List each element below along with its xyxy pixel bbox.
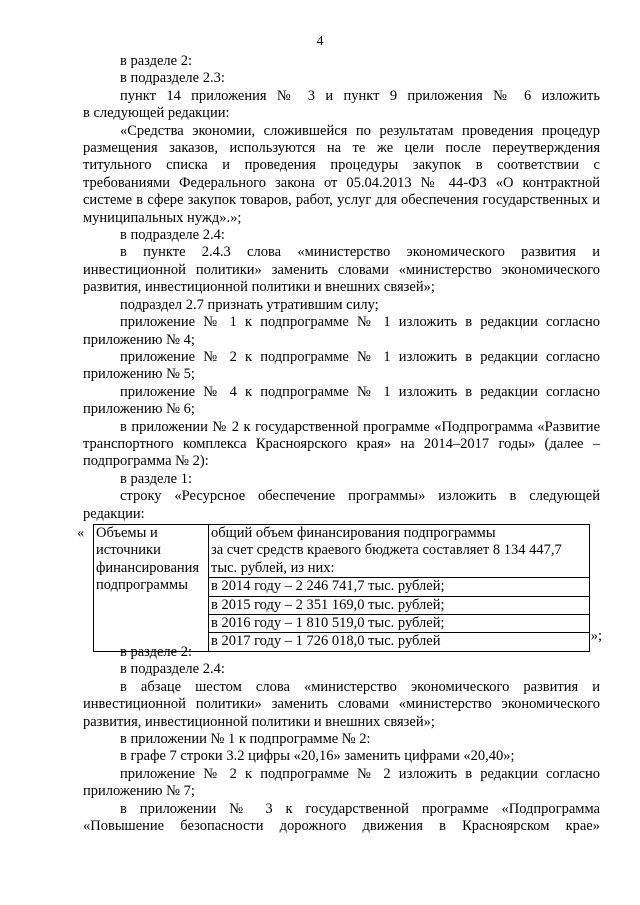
left-cell-line: источники <box>96 542 161 559</box>
right-cell-line: общий объем финансирования подпрограммы <box>211 524 496 541</box>
paragraph: в подразделе 2.4: <box>120 661 225 678</box>
paragraph: приложение № 2 к подпрограмме № 1 изложить в редакции согласно приложению № 5; <box>83 348 600 383</box>
right-cell-line: за счет средств краевого бюджета составляет 8 134 447,7 <box>211 542 562 559</box>
page-number: 4 <box>316 34 324 49</box>
paragraph: в подразделе 2.3: <box>120 70 225 87</box>
paragraph: в следующей редакции: <box>83 105 230 122</box>
paragraph: приложение № 2 к подпрограмме № 2 изложить в редакции согласно приложению № 7; <box>83 765 600 800</box>
paragraph: в подразделе 2.4: <box>120 227 225 244</box>
right-cell-line: в 2015 году – 2 351 169,0 тыс. рублей; <box>209 597 589 615</box>
quoted-paragraph: «Средства экономии, сложившейся по результатам проведения процедур размещения заказов, используются на те же цели после переутверждения титульного списка и проведения процедуры закупок в соответствии с требованиями Федерального закона от 05.04.2013 № 44-ФЗ «О контрактной системе в сфере закупок товаров, работ, услуг для обеспечения государственных и муниципальных нужд».»; <box>83 122 600 226</box>
right-cell-line: в 2017 году – 1 726 018,0 тыс. рублей <box>211 633 441 650</box>
left-cell-line: подпрограммы <box>96 577 188 594</box>
paragraph: в графе 7 строки 3.2 цифры «20,16» заменить цифрами «20,40»; <box>120 748 515 765</box>
paragraph: в абзаце шестом слова «министерство экономического развития и инвестиционной политики» заменить словами «министерство экономического развития, инвестиционной политики и внешних связей»; <box>83 678 600 730</box>
paragraph: в разделе 2: <box>120 643 193 660</box>
paragraph: в разделе 2: <box>120 53 193 69</box>
paragraph: приложение № 1 к подпрограмме № 1 изложить в редакции согласно приложению № 4; <box>83 314 600 348</box>
paragraph: в разделе 1: <box>120 470 193 487</box>
right-cell-line: в 2014 году – 2 246 741,7 тыс. рублей; <box>209 578 589 596</box>
paragraph: приложение № 4 к подпрограмме № 1 изложить в редакции согласно приложению № 6; <box>83 383 600 418</box>
funding-table-block <box>77 523 602 650</box>
close-quote: »; <box>590 627 602 644</box>
document-body <box>77 53 602 835</box>
paragraph: в пункте 2.4.3 слова «министерство экономического развития и инвестиционной политики» заменить словами «министерство экономического развития, инвестиционной политики и внешних связей»; <box>83 244 600 296</box>
paragraph: пункт 14 приложения № 3 и пункт 9 приложения № 6 изложить <box>120 87 600 104</box>
left-cell-line: Объемы и <box>96 524 158 541</box>
left-cell-line: финансирования <box>96 559 200 576</box>
open-quote: « <box>77 524 85 541</box>
table-right-cell <box>209 524 590 651</box>
paragraph: подраздел 2.7 признать утратившим силу; <box>120 296 379 313</box>
paragraph: строку «Ресурсное обеспечение программы» изложить в следующей редакции: <box>83 488 600 522</box>
table-left-cell <box>94 524 209 651</box>
right-cell-line: в 2016 году – 1 810 519,0 тыс. рублей; <box>209 615 589 633</box>
paragraph: в приложении № 3 к государственной программе «Подпрограмма «Повышение безопасности дорожного движения в Красноярском крае» <box>83 800 600 835</box>
paragraph: в приложении № 1 к подпрограмме № 2: <box>120 731 371 747</box>
funding-table <box>93 524 590 652</box>
right-cell-line: тыс. рублей, из них: <box>209 560 589 578</box>
paragraph: в приложении № 2 к государственной программе «Подпрограмма «Развитие транспортного комплекса Красноярского края» на 2014–2017 годы» (далее – подпрограмма № 2): <box>83 418 600 470</box>
